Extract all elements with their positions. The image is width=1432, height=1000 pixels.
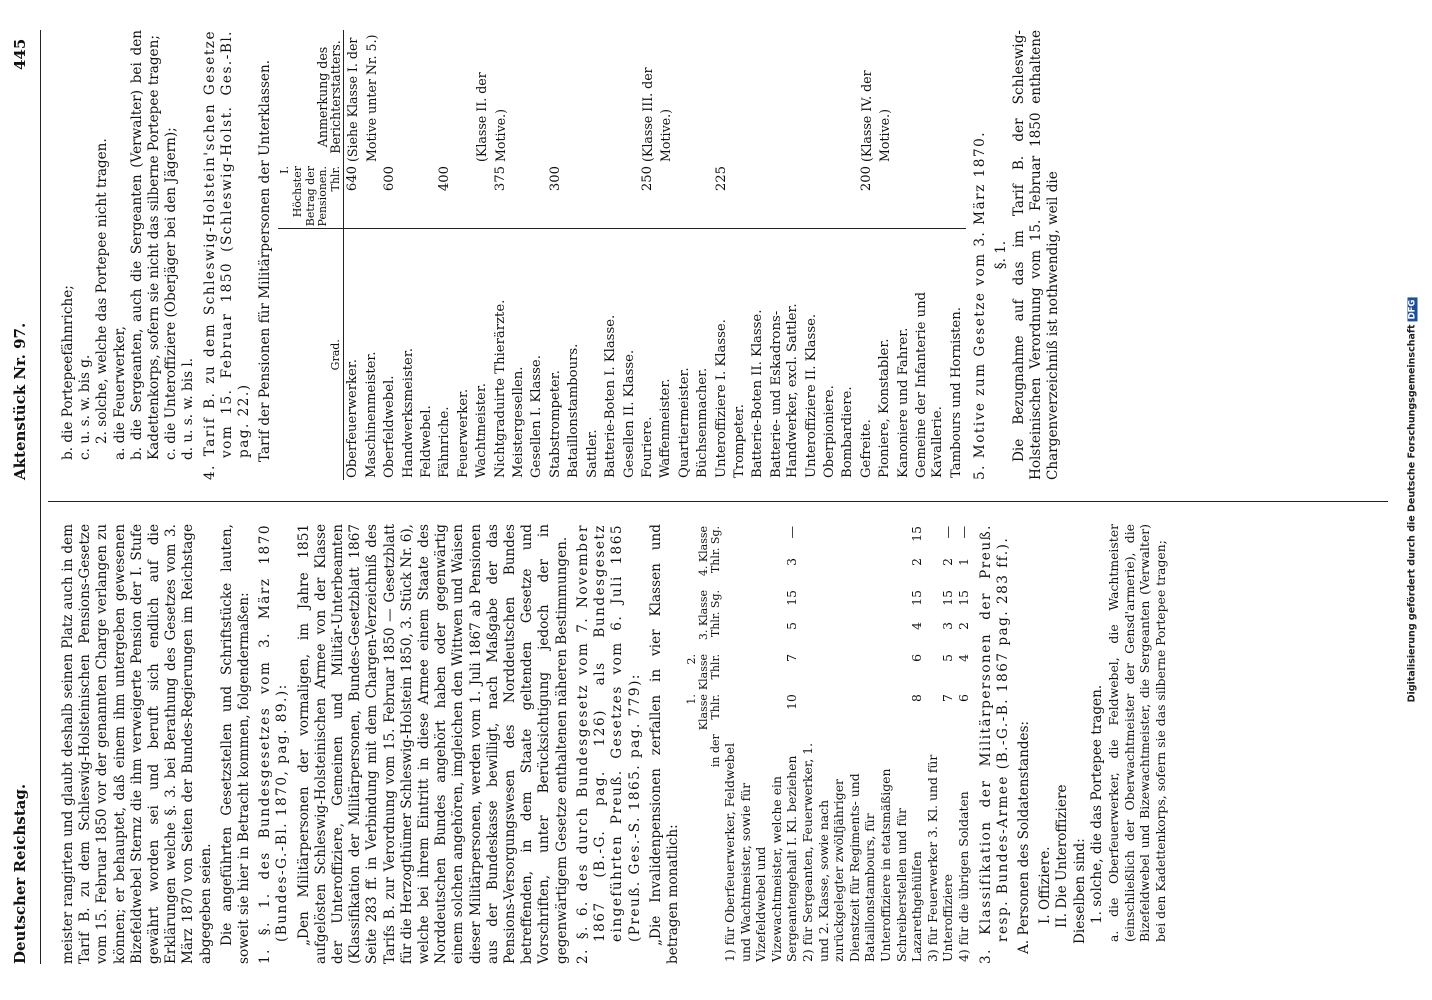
grade-name: Fouriere. — [639, 416, 655, 478]
table-row — [547, 30, 565, 480]
table-row — [639, 30, 657, 480]
table-row — [418, 30, 436, 480]
pension-cell: — — [784, 526, 800, 539]
item2-text: „Die Invalidenpensionen zerfallen in vier Klassen und betragen monatlich: — [647, 524, 681, 964]
pension-cell: 8 — [909, 694, 925, 702]
grade-remark — [694, 30, 712, 164]
pension-cell: 7 — [784, 654, 800, 662]
item2-title: 2. §. 6. des durch Bundesgesetz vom 7. November 1867 (B.-G. pag. 126) als Bundesgesetz eingeführten Preuß. Gesetzes vom 6. Juli 1865 (Preuß. Ges.-S. 1865. pag. 779): — [574, 524, 643, 964]
table-row — [565, 30, 583, 480]
grade-amount: 600 — [381, 164, 399, 229]
grade-remark — [455, 30, 473, 164]
pension-cell: 5 — [940, 654, 956, 662]
table-row — [510, 30, 528, 480]
pension-cell: 15 — [956, 590, 972, 606]
grade-body — [344, 30, 966, 480]
pension-header-c2: 2. Klasse Thlr. — [685, 654, 723, 691]
table-row — [621, 30, 639, 480]
grade-remark — [436, 30, 454, 164]
grade-remark — [418, 30, 436, 164]
grade-name: Stabstrompeter. — [547, 370, 563, 478]
grade-remark: (Klasse IV. der — [858, 70, 874, 162]
grade-name: Waffenmeister. — [658, 378, 674, 478]
grade-remark — [895, 30, 913, 164]
grade-name: Oberfeldwebel. — [382, 375, 398, 478]
grade-name: Meistergesellen. — [511, 366, 527, 478]
grade-name: Tambours und Hornisten. — [948, 307, 964, 478]
grade-name: Trompeter. — [731, 404, 747, 478]
list-line: 2. solche, welche das Portepee nicht tragen. — [94, 138, 111, 444]
grade-amount — [948, 164, 966, 229]
grade-remark: Motive unter Nr. 5.) — [363, 34, 379, 162]
grade-name: Wachtmeister. — [474, 383, 490, 478]
grade-amount — [821, 164, 839, 229]
grade-remark — [547, 30, 565, 164]
table-row — [455, 30, 473, 480]
pension-table — [686, 524, 972, 964]
grade-amount — [584, 164, 602, 229]
table-row — [400, 30, 418, 480]
table-row — [584, 30, 602, 480]
table-row — [381, 30, 399, 480]
pension-header-c1: 1. Klasse Thlr. — [685, 694, 723, 731]
grade-remark: Motive.) — [877, 108, 893, 162]
grade-name: Bataillonstambours. — [566, 343, 582, 478]
pension-cell: 2 — [956, 622, 972, 630]
grade-amount — [565, 164, 583, 229]
grade-amount — [694, 164, 712, 229]
grade-amount — [400, 164, 418, 229]
grade-amount: 225 — [713, 164, 731, 229]
list-line: a. die Feuerwerker, — [111, 326, 128, 460]
grade-name: Feldwebel. — [419, 405, 435, 478]
dfg-logo: DFG — [1407, 299, 1418, 320]
grade-remark: Motive.) — [658, 108, 674, 162]
grade-remark — [621, 30, 639, 164]
pension-cell: — — [956, 526, 972, 539]
grade-remark — [713, 30, 731, 164]
pension-cell: 6 — [956, 694, 972, 702]
grade-remark — [948, 30, 966, 164]
table-row — [473, 30, 491, 480]
table-row — [602, 30, 620, 480]
pension-cell: 15 — [909, 590, 925, 606]
table-row — [768, 30, 803, 480]
grade-name: Batterie-Boten I. Klasse. — [603, 314, 619, 478]
left-column — [60, 524, 1172, 964]
grade-name: Quartiermeister. — [676, 367, 692, 478]
intro-paragraph-1: meister rangirten und glaubt deshalb seinen Platz auch in dem Tarif B. zu dem Schleswig-Holsteinischen Pensions-Gesetze vom 15. Februar 1850 vor der genannten Charge verlangen zu können; er behauptet, daß einem ihm untergeben gewesenen Bizefeldwebel Sternz die ihm verweigerte Pension der I. Stufe gewährt worden sei und beruft sich endlich auf die Erklärungen welche §. 3. bei Berathung des Gesetzes vom 3. März 1870 von Seiten der Bundes-Regierungen im Reichstage abgegeben seien. — [60, 524, 214, 964]
list-line: c. u. s. w. bis g. — [77, 354, 94, 460]
grade-remark — [400, 30, 418, 164]
item3-line: a. die Oberfeuerwerker, die Feldwebel, die Wachtmeister (einschließlich der Oberwachtmeister der Gensd'armerie), die Bizefeldwebel und Bizewachtmeister, die Sergeanten (Verwalter) bei den Kadettenkorps, sofern sie das silberne Portepee tragen; — [1106, 524, 1168, 942]
grade-remark — [803, 30, 821, 164]
pension-cell: 4 — [909, 622, 925, 630]
pension-cell: 7 — [940, 694, 956, 702]
table-row — [492, 30, 510, 480]
table-row — [731, 30, 749, 480]
pension-cell: 5 — [784, 622, 800, 630]
right-column — [60, 30, 1066, 480]
table-row — [694, 30, 712, 480]
grade-name: Oberpioniere. — [821, 385, 837, 478]
pension-cell: 15 — [909, 526, 925, 542]
table-row — [436, 30, 454, 480]
pension-cell: 10 — [784, 694, 800, 710]
grade-remark — [565, 30, 583, 164]
item5-section: §. 1. — [993, 240, 1010, 270]
pension-cell: 1 — [956, 558, 972, 566]
table-row — [657, 30, 675, 480]
table-row — [713, 30, 731, 480]
grade-remark — [528, 30, 546, 164]
grade-remark: (Siehe Klasse I. der — [345, 37, 361, 162]
grade-amount — [913, 164, 948, 229]
amount-header — [278, 164, 343, 229]
table-row — [800, 524, 925, 964]
pension-header-c4: 4. Klasse Thlr. Sg. — [697, 526, 723, 577]
page-number: 445 — [11, 38, 29, 70]
grade-name: Gemeine der Infanterie und Kavallerie. — [914, 291, 946, 478]
grade-name: Gesellen I. Klasse. — [529, 355, 545, 478]
table-row — [913, 30, 948, 480]
grade-remark — [839, 30, 857, 164]
pension-cell: 2 — [940, 558, 956, 566]
table-row — [363, 30, 381, 480]
grade-amount — [731, 164, 749, 229]
grade-amount — [621, 164, 639, 229]
item1-text: „Den Militärpersonen der vormaligen, im Jahre 1851 aufgelösten Schleswig-Holsteinischen Armee von der Klasse der Unteroffiziere, Gemeinen und Militär-Unterbeamten (Klassifikation der Militärpersonen, Bundes-Gesetzblatt 1867 Seite 283 ff. in Verbindung mit dem Chargen-Verzeichniß des Tarifs B. zur Verordnung vom 15. Februar 1850 — Gesetzblatt für die Herzogthümer Schleswig-Holstein 1850, 3. Stück Nr. 6), welche bei ihrem Eintritt in diese Armee einem Staate des Norddeutschen Bundes angehört haben oder gegenwärtig einem solchen angehören, imgleichen den Wittwen und Waisen dieser Militärpersonen, werden vom 1. Juli 1867 ab Pensionen aus der Bundeskasse bewilligt, nach Maßgabe der das Pensions-Versorgungswesen des Norddeutschen Bundes betreffenden, in dem Staate geltenden Gesetze und Vorschriften, unter Berücksichtigung jedoch der in gegenwärtigem Gesetze enthaltenen näheren Bestimmungen. — [295, 524, 570, 964]
table-row — [858, 30, 876, 480]
grade-amount — [510, 164, 528, 229]
grade-name: Gesellen II. Klasse. — [621, 349, 637, 478]
table-row — [528, 30, 546, 480]
grade-name: Bombardiere. — [840, 386, 856, 478]
grade-amount — [768, 164, 803, 229]
item3-line: I. Offiziere. — [1037, 846, 1054, 924]
item1-title: 1. §. 1. des Bundesgesetzes vom 3. März 1870 (Bundes-G.-Bl. 1870, pag. 89.): — [257, 524, 291, 964]
grade-amount: 400 — [436, 164, 454, 229]
running-header-left: Deutscher Reichstag. — [11, 783, 29, 964]
pension-row-label: 1) für Oberfeuerwerker, Feldwebel und Wachtmeister, sowie für Vizefeldwebel und Vizewachtmeister, welche ein Sergeantengehalt I. Kl. beziehen — [722, 742, 800, 962]
grade-amount: 375 — [492, 164, 510, 229]
item3-line: Dieselben sind: — [1071, 838, 1088, 944]
grade-table — [278, 30, 966, 480]
grade-remark: (Klasse III. der — [639, 67, 655, 162]
remark-header: Anmerkung des Berichterstatters. — [278, 30, 343, 164]
grade-amount: 300 — [547, 164, 565, 229]
table-row — [676, 30, 694, 480]
grade-amount — [803, 164, 821, 229]
grade-amount: 250 — [639, 164, 657, 229]
grade-remark — [768, 30, 803, 164]
intro-paragraph-2: Die angeführten Gesetzstellen und Schriftstücke lauten, soweit sie hier in Betracht kommen, folgendermaßen: — [218, 524, 253, 964]
table-row — [895, 30, 913, 480]
credit-text: Digitalisierung gefördert durch die Deutsche Forschungsgemeinschaft — [1406, 324, 1418, 703]
pension-cell: 3 — [940, 622, 956, 630]
table-row — [344, 30, 363, 480]
pension-header-c3: 3. Klasse Thlr. Sg. — [697, 590, 723, 641]
grade-name: Batterie- und Eskadrons-Handwerker, excl. Sattler. — [768, 303, 801, 478]
grade-name: Oberfeuerwerker. — [345, 359, 361, 478]
pension-cell: 15 — [784, 590, 800, 606]
digitization-credit — [1407, 298, 1418, 703]
grade-amount — [839, 164, 857, 229]
list-line: b. die Sergeanten, auch die Sergeanten (Verwalter) bei den Kadettenkorps, sofern sie nicht das silberne Portepee tragen; — [128, 30, 163, 460]
grade-name: Handwerksmeister. — [400, 348, 416, 478]
pension-cell: — — [940, 526, 956, 539]
grade-remark — [676, 30, 694, 164]
table-row — [749, 30, 767, 480]
grade-name: Büchsenmacher. — [695, 367, 711, 478]
grade-name: Nichtgraduirte Thierärzte. — [492, 299, 508, 478]
grade-name: Sattler. — [584, 429, 600, 478]
item5-text: Die Bezugnahme auf das im Tarif B. der Schleswig-Holsteinischen Verordnung vom 15. Februar 1850 enthaltene Chargenverzeichniß ist nothwendig, weil die — [1010, 30, 1062, 480]
grade-name: Unteroffiziere I. Klasse. — [713, 319, 729, 478]
grade-amount — [602, 164, 620, 229]
pension-cell: 2 — [909, 558, 925, 566]
grade-remark — [913, 30, 948, 164]
item3-title: 3. Klassifikation der Militärpersonen der Preuß. resp. Bundes-Armee (B.-G.-B. 1867 pag. 283 ff.). — [977, 524, 1011, 964]
grade-remark — [749, 30, 767, 164]
grade-amount — [528, 164, 546, 229]
grade-remark — [584, 30, 602, 164]
table-row — [956, 524, 972, 964]
pension-cell: 15 — [940, 590, 956, 606]
grade-name: Feuerwerker. — [455, 388, 471, 478]
item5-title: 5. Motive zum Gesetze vom 3. März 1870. — [972, 130, 989, 480]
grade-remark — [381, 30, 399, 164]
item3-line: II. Die Unteroffiziere — [1054, 784, 1071, 928]
grade-remark — [821, 30, 839, 164]
grade-amount: 640 — [344, 164, 363, 229]
pension-row-label: 3) für Feuerwerker 3. Kl. und für Unteroffiziere — [924, 754, 956, 962]
grade-remark — [602, 30, 620, 164]
table-row — [876, 30, 894, 480]
grade-name: Fähnriche. — [437, 406, 453, 478]
table-row — [948, 30, 966, 480]
grade-amount — [363, 164, 381, 229]
amount-label: Höchster Betrag der Pensionen. Thlr. — [291, 166, 342, 227]
item3-line: A. Personen des Soldatenstandes: — [1016, 720, 1033, 954]
pension-row-label: 4) für die übrigen Soldaten — [956, 791, 972, 962]
pension-cell: 3 — [784, 558, 800, 566]
grade-amount — [473, 164, 491, 229]
pension-header-label: in der — [709, 734, 723, 768]
grade-name: Batterie-Boten II. Klasse. — [750, 309, 766, 478]
table-row — [839, 30, 857, 480]
grade-remark — [510, 30, 528, 164]
class-label: I. — [278, 166, 292, 174]
grade-name: Pioniere, Konstabler. — [877, 338, 893, 478]
pension-cell: 6 — [909, 654, 925, 662]
grade-name: Maschinenmeister. — [363, 351, 379, 478]
column-divider — [48, 501, 1388, 502]
grade-amount — [876, 164, 894, 229]
list-line: b. die Portepeefähnriche; — [60, 285, 76, 460]
grade-name: Unteroffiziere II. Klasse. — [803, 313, 819, 478]
table-row — [803, 30, 821, 480]
table-row — [722, 524, 800, 964]
running-header-center: Aktenstück Nr. 97. — [11, 322, 29, 480]
grade-remark: (Klasse II. der — [474, 72, 490, 162]
grade-amount: 200 — [858, 164, 876, 229]
item3-line: 1. solche, die das Portepee tragen. — [1088, 684, 1105, 924]
list-line: c. die Unteroffiziere (Oberjäger bei den Jägern); — [163, 127, 180, 460]
table-row — [821, 30, 839, 480]
pension-row-label: 2) für Sergeanten, Feuerwerker, 1. und 2. Klasse, sowie nach zurückgelegter zwölfjähriger Dienstzeit für Regiments- und Bataillonstambours, für Unteroffiziere in etatsmäßigen Schreiberstellen und für Lazarethgehülfen — [800, 742, 925, 962]
grade-amount — [418, 164, 436, 229]
grade-amount — [749, 164, 767, 229]
list-line: d. u. s. w. bis l. — [180, 357, 197, 460]
grade-amount — [895, 164, 913, 229]
table-row — [925, 524, 956, 964]
grade-name: Gefreite. — [858, 419, 874, 478]
grade-amount — [676, 164, 694, 229]
grade-amount — [657, 164, 675, 229]
item4-title: 4. Tarif B. zu dem Schleswig-Holstein'schen Gesetze vom 15. Februar 1850 (Schleswig-Holst. Ges.-Bl. pag. 22.) — [201, 30, 253, 480]
grade-header: Grad. — [278, 229, 343, 480]
grade-remark — [731, 30, 749, 164]
pension-cell: 4 — [956, 654, 972, 662]
grade-amount — [455, 164, 473, 229]
grade-name: Kanoniere und Fahrer. — [895, 327, 911, 478]
grade-remark: Motive.) — [492, 108, 508, 162]
header-rule — [40, 30, 41, 964]
item4-subtitle: Tarif der Pensionen für Militärpersonen der Unterklassen. — [257, 59, 274, 462]
